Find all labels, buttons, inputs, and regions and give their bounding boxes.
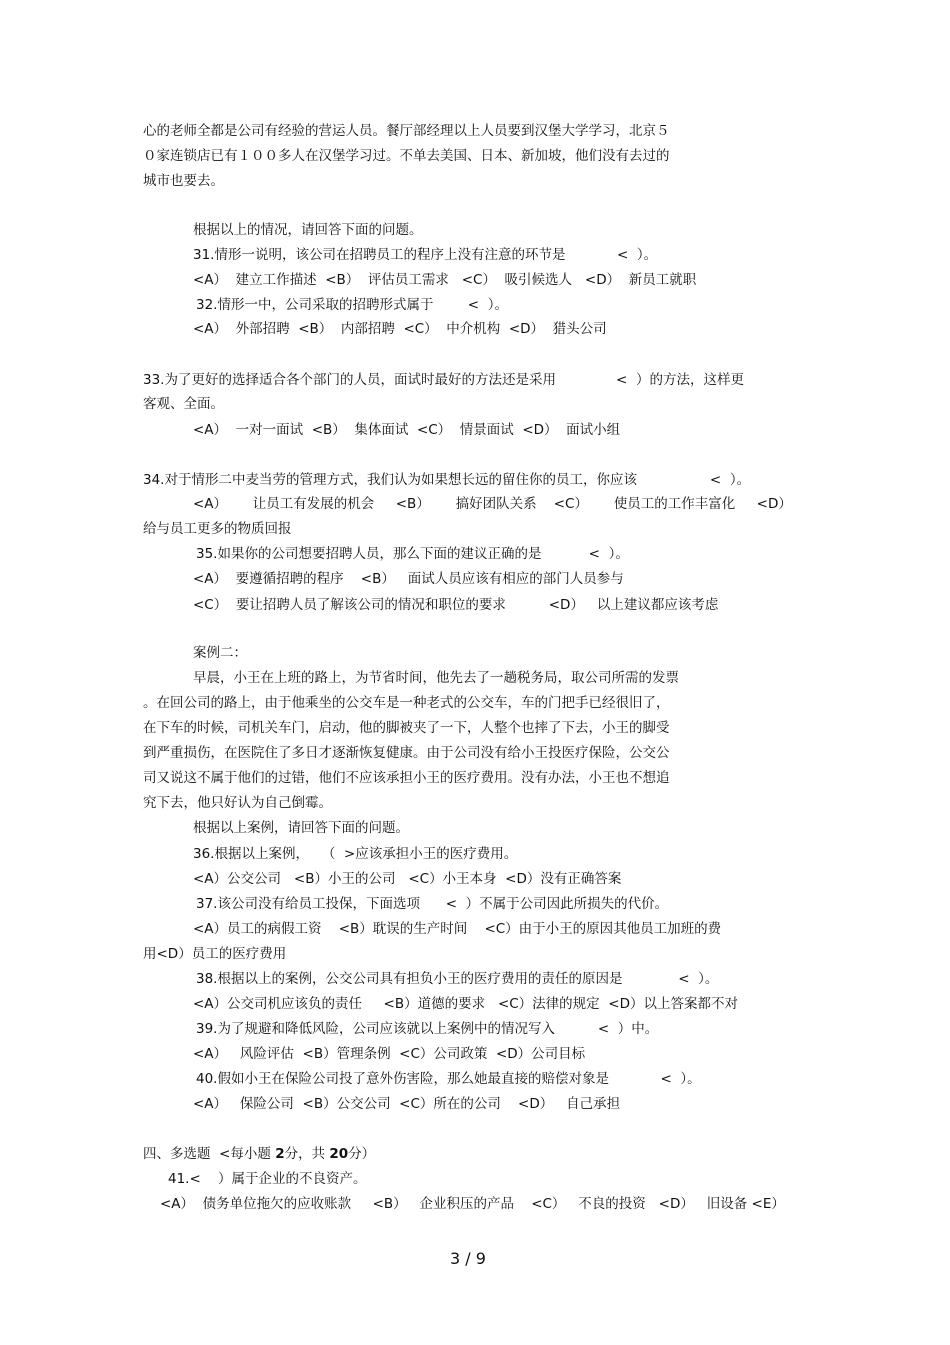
case2-line-5: 司又说这不属于他们的过错，他们不应该承担小王的医疗费用。没有办法，小王也不想追 bbox=[143, 770, 670, 786]
q34-stem: 34.对于情形二中麦当劳的管理方式，我们认为如果想长远的留住你的员工，你应该 < ）。 bbox=[143, 472, 751, 488]
case2-line-4: 到严重损伤，在医院住了多日才逐渐恢复健康。由于公司没有给小王投医疗保险，公交公 bbox=[143, 745, 670, 761]
q35-stem: 35.如果你的公司想要招聘人员，那么下面的建议正确的是 < ）。 bbox=[196, 546, 629, 562]
q41-options: <A） 债务单位拖欠的应收账款 <B） 企业积压的产品 <C） 不良的投资 <D） 旧设备 <E） bbox=[160, 1196, 785, 1212]
q33-stem-line-2: 客观、全面。 bbox=[143, 396, 224, 412]
section-4-heading bbox=[143, 1145, 375, 1163]
q41-stem: 41.< ）属于企业的不良资产。 bbox=[168, 1171, 367, 1187]
q37-options-line-1: <A）员工的病假工资 <B）耽误的生产时间 <C）由于小王的原因其他员工加班的费 bbox=[193, 921, 722, 937]
page-number: 3 / 9 bbox=[450, 1249, 486, 1268]
q36-options: <A）公交公司 <B）小王的公司 <C）小王本身 <D）没有正确答案 bbox=[193, 871, 622, 887]
q40-stem: 40.假如小王在保险公司投了意外伤害险，那么她最直接的赔偿对象是 < ）。 bbox=[196, 1071, 701, 1087]
case2-line-1: 早晨，小王在上班的路上，为节省时间，他先去了一趟税务局，取公司所需的发票 bbox=[193, 670, 679, 686]
prompt-1: 根据以上的情况，请回答下面的问题。 bbox=[193, 222, 423, 238]
q34-options-line-1: <A） 让员工有发展的机会 <B） 搞好团队关系 <C） 使员工的工作丰富化 <D） bbox=[193, 496, 792, 512]
section-4-prefix: 四、多选题 <每小题 bbox=[143, 1146, 276, 1162]
section-4-middle: 分，共 bbox=[284, 1146, 330, 1162]
q38-options: <A）公交司机应该负的责任 <B）道德的要求 <C）法律的规定 <D）以上答案都不对 bbox=[193, 996, 738, 1012]
intro-line-3: 城市也要去。 bbox=[143, 173, 224, 189]
case2-line-2: 。在回公司的路上，由于他乘坐的公交车是一种老式的公交车，车的门把手已经很旧了， bbox=[143, 695, 670, 711]
case2-line-6: 究下去，他只好认为自己倒霉。 bbox=[143, 795, 332, 811]
q32-options: <A） 外部招聘 <B） 内部招聘 <C） 中介机构 <D） 猎头公司 bbox=[193, 321, 607, 337]
q35-options-line-1: <A） 要遵循招聘的程序 <B） 面试人员应该有相应的部门人员参与 bbox=[193, 571, 624, 587]
q33-options: <A） 一对一面试 <B） 集体面试 <C） 情景面试 <D） 面试小组 bbox=[193, 422, 621, 438]
q37-options-line-2: 用<D）员工的医疗费用 bbox=[143, 946, 287, 962]
case2-title: 案例二： bbox=[193, 645, 247, 661]
section-4-points-each: 2 bbox=[275, 1146, 285, 1162]
q40-options: <A） 保险公司 <B）公交公司 <C）所在的公司 <D） 自己承担 bbox=[193, 1096, 621, 1112]
case2-line-3: 在下车的时候，司机关车门，启动，他的脚被夹了一下，人整个也摔了下去，小王的脚受 bbox=[143, 720, 670, 736]
q31-options: <A） 建立工作描述 <B） 评估员工需求 <C） 吸引候选人 <D） 新员工就职 bbox=[193, 272, 697, 288]
q34-options-line-2: 给与员工更多的物质回报 bbox=[143, 521, 292, 537]
q32-stem: 32.情形一中，公司采取的招聘形式属于 < ）。 bbox=[196, 297, 508, 313]
q31-stem: 31.情形一说明，该公司在招聘员工的程序上没有注意的环节是 < ）。 bbox=[193, 247, 658, 263]
section-4-points-total: 20 bbox=[329, 1146, 349, 1162]
q35-options-line-2: <C） 要让招聘人员了解该公司的情况和职位的要求 <D） 以上建议都应该考虑 bbox=[193, 597, 719, 613]
q37-stem: 37.该公司没有给员工投保，下面选项 < ）不属于公司因此所损失的代价。 bbox=[196, 896, 669, 912]
intro-line-1: 心的老师全都是公司有经验的营运人员。餐厅部经理以上人员要到汉堡大学学习，北京５ bbox=[143, 123, 670, 139]
q39-stem: 39.为了规避和降低风险，公司应该就以上案例中的情况写入 < ）中。 bbox=[196, 1021, 659, 1037]
q39-options: <A） 风险评估 <B）管理条例 <C）公司政策 <D）公司目标 bbox=[193, 1046, 586, 1062]
q38-stem: 38.根据以上的案例，公交公司具有担负小王的医疗费用的责任的原因是 < ）。 bbox=[196, 971, 719, 987]
section-4-suffix: 分） bbox=[348, 1146, 376, 1162]
intro-line-2: ０家连锁店已有１００多人在汉堡学习过。不单去美国、日本、新加坡，他们没有去过的 bbox=[143, 148, 670, 164]
case2-prompt: 根据以上案例，请回答下面的问题。 bbox=[193, 820, 409, 836]
q36-stem: 36.根据以上案例， （ >应该承担小王的医疗费用。 bbox=[193, 846, 518, 862]
q33-stem-line-1: 33.为了更好的选择适合各个部门的人员，面试时最好的方法还是采用 < ）的方法，这样更 bbox=[143, 372, 744, 388]
